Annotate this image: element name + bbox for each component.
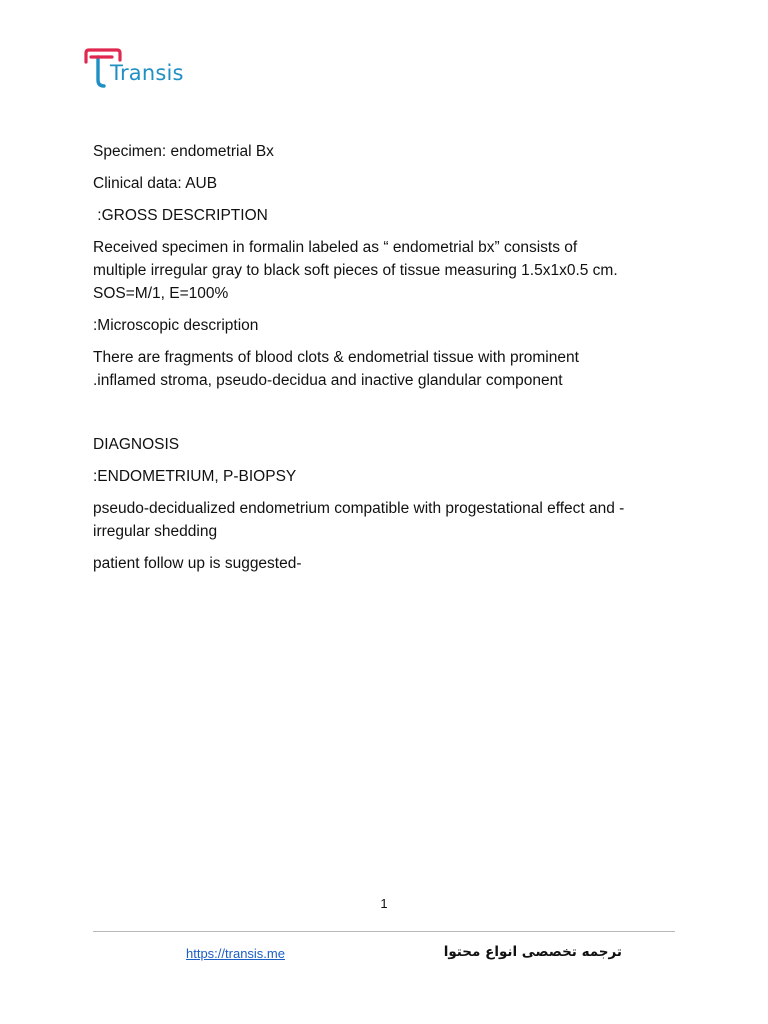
section-spacer [93,401,678,433]
gross-text-line-1: Received specimen in formalin labeled as “ endometrial bx” consists of [93,239,578,256]
footer-divider [93,931,675,932]
gross-text-line-2: multiple irregular gray to black soft pieces of tissue measuring 1.5x1x0.5 cm. [93,262,618,279]
specimen-line: Specimen: endometrial Bx [93,143,274,160]
micro-text-line-1: There are fragments of blood clots & endometrial tissue with prominent [93,349,579,366]
microscopic-description-text [93,346,678,392]
diagnosis-line-2: irregular shedding [93,523,218,540]
diagnosis-text [93,497,678,543]
logo-wordmark: Transis [110,61,184,85]
page-number: 1 [380,896,388,911]
diagnosis-line-1: pseudo-decidualized endometrium compatible with progestational effect and - [93,500,625,517]
diagnosis-site: :ENDOMETRIUM, P-BIOPSY [93,468,297,485]
report-body [93,140,678,584]
clinical-data-line: Clinical data: AUB [93,175,218,192]
microscopic-description-heading: :Microscopic description [93,317,259,334]
gross-text-line-3: SOS=M/1, E=100% [93,285,229,302]
micro-text-line-2: .inflamed stroma, pseudo-decidua and inactive glandular component [93,372,563,389]
followup-line: patient follow up is suggested- [93,555,302,572]
gross-description-heading: :GROSS DESCRIPTION [93,207,268,224]
diagnosis-heading: DIAGNOSIS [93,436,180,453]
website-link[interactable]: https://transis.me [186,946,285,961]
transis-logo [84,48,194,90]
footer-tagline: ترجمه تخصصی انواع محتوا [443,944,622,960]
gross-description-text [93,236,678,305]
